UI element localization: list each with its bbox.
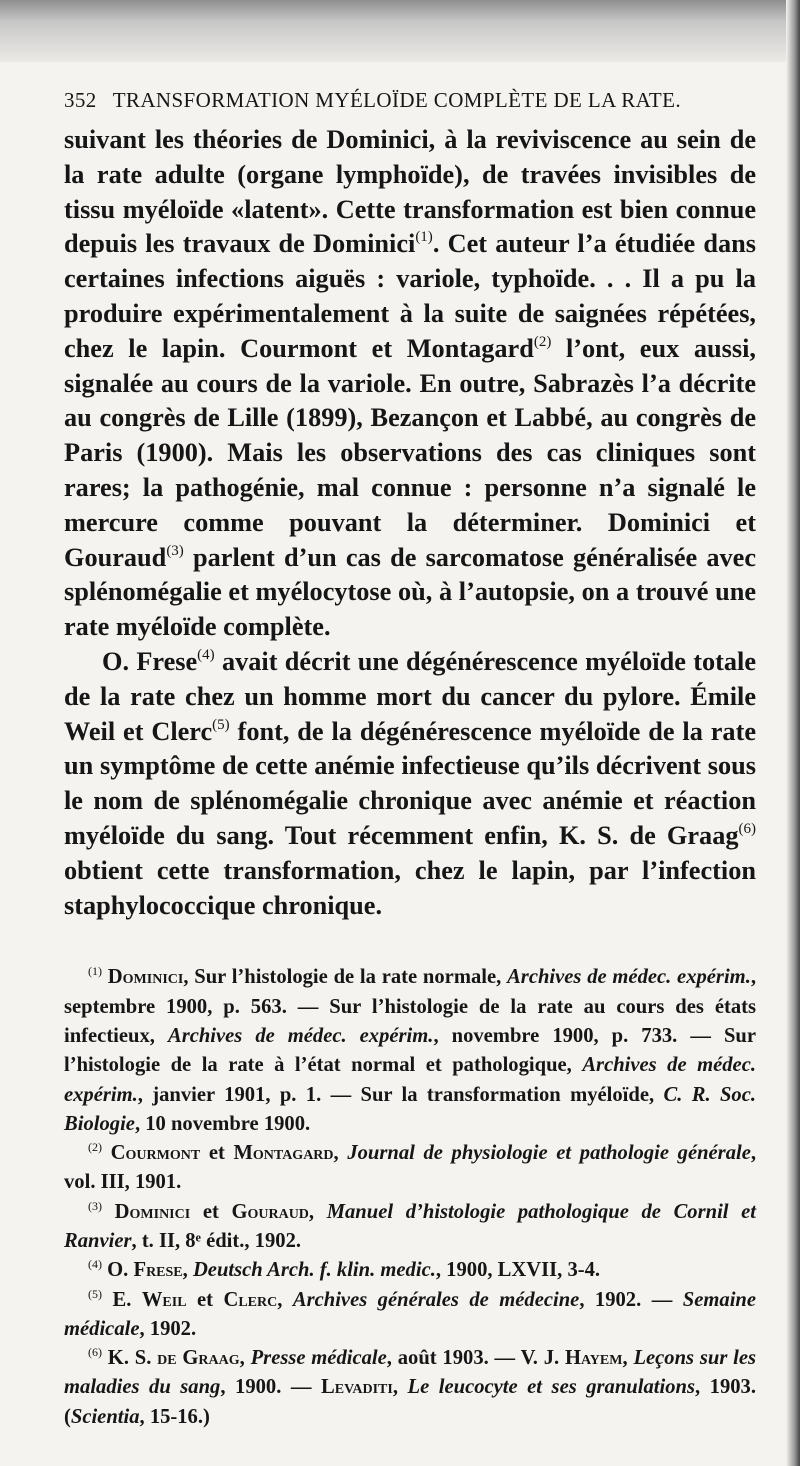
author-name: Courmont xyxy=(110,1142,201,1165)
text-run: , vol. III, 1901. xyxy=(64,1142,757,1194)
text-run: , janvier 1901, p. 1. — Sur la transformation myéloïde, xyxy=(137,1083,664,1106)
text-run: font, de la dégénérescence myéloïde de la rate un symptôme de cette anémie infectieuse qu’ils décrivent sous le nom de splénomégalie chronique avec anémie et réaction myéloïde du sang. Tout récemment enfin, K. S. de Graag xyxy=(64,716,756,850)
author-name: Dominici xyxy=(107,966,184,989)
footnote-ref-6: (6) xyxy=(738,820,756,837)
footnote-4 xyxy=(64,1256,756,1285)
footnote-mark: (6) xyxy=(88,1345,102,1360)
book-title: Leçons sur les maladies du sang xyxy=(64,1347,757,1399)
text-run: obtient cette transformation, chez le lapin, par l’infection staphylococcique chronique. xyxy=(64,855,756,920)
footnote-ref-2: (2) xyxy=(533,333,552,350)
text-run: , xyxy=(333,1142,348,1165)
journal-title: Archives de médec. expérim. xyxy=(507,966,751,989)
journal-title: Journal de physiologie et pathologie générale xyxy=(347,1142,751,1165)
footnote-mark: (1) xyxy=(88,964,102,979)
footnote-mark: (5) xyxy=(88,1286,102,1301)
journal-title: Deutsch Arch. f. klin. medic. xyxy=(192,1259,436,1282)
footnote-ref-4: (4) xyxy=(197,646,215,663)
book-title: Le leucocyte et ses granulations xyxy=(407,1376,695,1399)
text-run: , xyxy=(277,1288,293,1311)
text-run: , xyxy=(622,1347,634,1370)
text-run: K. S. xyxy=(107,1347,158,1370)
footnote-mark: (4) xyxy=(88,1257,102,1272)
author-name: Clerc xyxy=(223,1288,278,1311)
footnotes xyxy=(64,963,756,1432)
text-run: , 15-16.) xyxy=(139,1405,210,1428)
text-run: , 1900. — xyxy=(220,1376,321,1399)
scan-right-edge xyxy=(786,0,800,1466)
text-run: avait décrit une dégénérescence myéloïde totale de la rate chez un homme mort du cancer du pylore. Émile Weil et Clerc xyxy=(64,646,756,746)
footnote-3 xyxy=(64,1198,756,1257)
running-title: TRANSFORMATION MYÉLOÏDE COMPLÈTE DE LA RATE. xyxy=(112,88,681,112)
footnote-ref-3: (3) xyxy=(166,542,184,559)
footnote-ref-5: (5) xyxy=(212,716,230,733)
text-run: , août 1903. — V. J. xyxy=(386,1347,565,1370)
scan-top-edge xyxy=(0,0,800,62)
text-run: , xyxy=(239,1347,251,1370)
page-number: 352 xyxy=(64,88,97,112)
footnote-ref-1: (1) xyxy=(415,229,433,246)
text-run: , septembre 1900, p. 563. — Sur l’histologie de la rate au cours des états infectieux, xyxy=(64,966,756,1047)
author-name: Weil xyxy=(141,1288,187,1311)
footnote-6 xyxy=(64,1344,756,1432)
journal-title: Archives générales de médecine xyxy=(292,1288,580,1311)
text-run: O. Frese xyxy=(102,646,198,676)
text-run: , t. II, 8ᵉ édit., 1902. xyxy=(131,1230,302,1252)
main-text xyxy=(64,123,756,923)
text-run: , 1902. xyxy=(139,1317,197,1340)
text-run: , xyxy=(392,1376,408,1399)
journal-title: C. R. Soc. Biologie xyxy=(64,1083,756,1135)
author-name: Dominici xyxy=(114,1200,191,1223)
footnote-1 xyxy=(64,963,756,1139)
journal-title: Presse médicale xyxy=(250,1347,387,1370)
text-run: , 1903. ( xyxy=(64,1376,756,1428)
journal-title: Archives de médec. expérim. xyxy=(64,1054,756,1106)
text-run: , xyxy=(182,1259,193,1282)
author-name: Frese xyxy=(133,1259,183,1282)
text-run: , 1902. — xyxy=(579,1288,683,1311)
series-title: Scientia xyxy=(70,1405,140,1428)
text-run: et xyxy=(200,1142,234,1165)
text-run: parlent d’un cas de sarcomatose généralisée avec splénomégalie et myélocytose où, à l’autopsie, on a trouvé une rate myéloïde complète. xyxy=(64,542,756,642)
author-name: Hayem xyxy=(564,1347,623,1370)
text-run: . Cet auteur l’a étudiée dans certaines infections aiguës : variole, typhoïde. . . Il a pu la produire expérimentalement à la suite de saignées répétées, chez le lapin. Courmont et Montagard xyxy=(64,229,756,363)
text-run: l’ont, eux aussi, signalée au cours de la variole. En outre, Sabrazès l’a décrite au congrès de Lille (1899), Bezançon et Labbé, au congrès de Paris (1900). Mais les observations des cas cliniques sont rares; la pathogénie, mal connue : personne n’a signalé le mercure comme pouvant la déterminer. Dominici et Gouraud xyxy=(64,333,756,572)
paragraph-1 xyxy=(64,123,756,645)
journal-title: Archives de médec. expérim. xyxy=(167,1024,434,1047)
footnote-mark: (3) xyxy=(88,1198,102,1213)
text-run: O. xyxy=(107,1259,134,1282)
author-name: Montagard xyxy=(233,1142,334,1165)
journal-title: Manuel d’histologie pathologique de Cornil et Ranvier xyxy=(64,1200,757,1252)
paragraph-2 xyxy=(64,645,756,923)
footnote-5 xyxy=(64,1286,756,1345)
footnote-2 xyxy=(64,1139,756,1198)
text-run: et xyxy=(186,1288,224,1311)
text-run: , 1900, LXVII, 3-4. xyxy=(435,1259,601,1282)
book-page xyxy=(64,88,756,1432)
author-name: Gouraud xyxy=(231,1200,309,1223)
running-header xyxy=(64,88,756,113)
text-run: , Sur l’histologie de la rate normale, xyxy=(183,966,508,989)
author-name: Levaditi xyxy=(321,1376,393,1399)
text-run: , 10 novembre 1900. xyxy=(134,1112,311,1135)
text-run: et xyxy=(190,1200,232,1223)
journal-title: Semaine médicale xyxy=(64,1288,757,1340)
text-run: suivant les théories de Dominici, à la reviviscence au sein de la rate adulte (organe lymphoïde), de travées invisibles de tissu myéloïde «latent». Cette transformation est bien connue depuis les travaux de Dominici xyxy=(64,125,756,259)
footnote-mark: (2) xyxy=(88,1140,102,1155)
author-name: de Graag xyxy=(157,1347,240,1370)
text-run: , novembre 1900, p. 733. — Sur l’histologie de la rate à l’état normal et pathologique, xyxy=(64,1024,756,1077)
text-run: E. xyxy=(112,1288,142,1311)
text-run: , xyxy=(308,1200,327,1223)
